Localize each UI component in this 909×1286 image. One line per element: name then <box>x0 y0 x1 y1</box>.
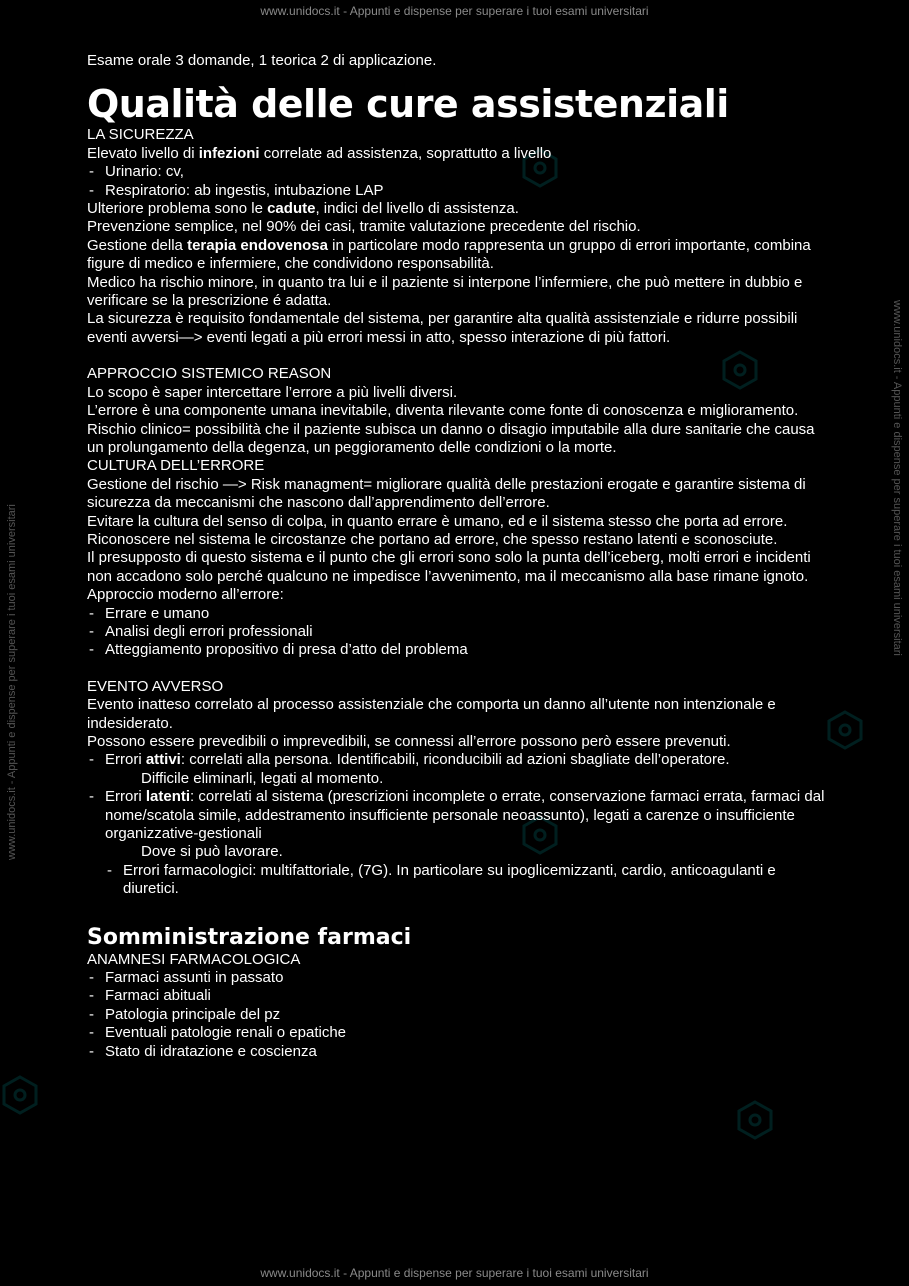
paragraph: Evento inatteso correlato al processo assistenziale che comporta un danno all’utente non intenzionale e indesiderato. <box>87 696 776 732</box>
paragraph: Approccio moderno all’errore: <box>87 586 284 604</box>
section-heading-sicurezza: LA SICUREZZA <box>87 126 194 144</box>
list-item: - Farmaci abituali <box>87 987 832 1005</box>
list-item: - Errare e umano <box>87 605 832 623</box>
list-item: - Eventuali patologie renali o epatiche <box>87 1024 832 1042</box>
paragraph: L’errore è una componente umana inevitabile, diventa rilevante come fonte di conoscenza e miglioramento. <box>87 402 799 420</box>
list-item: - Errori farmacologici: multifattoriale, (7G). In particolare su ipoglicemizzanti, cardio, anticoagulanti e diuretici. <box>87 862 832 899</box>
unidocs-logo-icon <box>0 1075 40 1115</box>
paragraph-prevenzione: Prevenzione semplice, nel 90% dei casi, tramite valutazione precedente del rischio. <box>87 218 641 236</box>
section-heading-evento: EVENTO AVVERSO <box>87 677 224 695</box>
paragraph-terapia: Gestione della terapia endovenosa in particolare modo rappresenta un gruppo di errori importante, combina figure di medico e infermiere, che condividono responsabilità. <box>87 236 811 273</box>
watermark-top: www.unidocs.it - Appunti e dispense per superare i tuoi esami universitari <box>260 4 649 18</box>
paragraph-infezioni: Elevato livello di infezioni correlate ad assistenza, soprattutto a livello <box>87 144 552 162</box>
unidocs-logo-icon <box>735 1100 775 1140</box>
section-heading-cultura: CULTURA DELL’ERRORE <box>87 457 265 475</box>
list-item: - Atteggiamento propositivo di presa d’atto del problema <box>87 641 832 659</box>
list-item: - Urinario: cv, <box>87 163 832 181</box>
paragraph: Rischio clinico= possibilità che il paziente subisca un danno o disagio imputabile alla dure sanitarie che causa un prolungamento della degenza, un peggioramento delle condizioni o la morte. <box>87 420 815 456</box>
anamnesi-list <box>87 969 832 1061</box>
section-title-somministrazione: Somministrazione farmaci <box>87 924 412 950</box>
watermark-side-left: www.unidocs.it - Appunti e dispense per superare i tuoi esami universitari <box>6 504 18 860</box>
list-item-attivi: - Errori attivi: correlati alla persona. Identificabili, riconducibili ad azioni sbagliate dell’operatore. Difficile eliminarli, legati al momento. <box>87 751 832 788</box>
watermark-bottom: www.unidocs.it - Appunti e dispense per superare i tuoi esami universitari <box>260 1266 649 1280</box>
infezioni-list <box>87 163 832 200</box>
watermark-side-right: www.unidocs.it - Appunti e dispense per superare i tuoi esami universitari <box>891 300 903 656</box>
exam-intro: Esame orale 3 domande, 1 teorica 2 di applicazione. <box>87 52 437 69</box>
sub-note: Difficile eliminarli, legati al momento. <box>141 769 384 787</box>
list-item: - Farmaci assunti in passato <box>87 969 832 987</box>
paragraph: Il presupposto di questo sistema e il punto che gli errori sono solo la punta dell’iceberg, molti errori e incidenti non accadono solo perché qualcuno ne impedisce l’avvenimento, ma il meccanismo alla base rimane ignoto. <box>87 549 811 585</box>
paragraph-medico: Medico ha rischio minore, in quanto tra lui e il paziente si interpone l’infermiere, che può mettere in dubbio e verificare se la prescrizione é adatta. <box>87 273 803 310</box>
errori-list <box>87 751 832 861</box>
paragraph-requisito: La sicurezza è requisito fondamentale del sistema, per garantire alta qualità assistenziale e ridurre possibili eventi avversi—> eventi legati a più errori messi in atto, spesso interazione di più fattori. <box>87 310 798 346</box>
paragraph: Possono essere prevedibili o imprevedibili, se connessi all’errore possono però essere prevenuti. <box>87 733 731 750</box>
sub-note: Dove si può lavorare. <box>141 843 283 861</box>
list-item-latenti: - Errori latenti: correlati al sistema (prescrizioni incomplete o errate, conservazione farmaci errata, farmaci dal nome/scatola simile, addestramento insufficiente personale neoassunto), legati a carenze o insufficiente organizzative-gestionali Dove si può lavorare. <box>87 788 832 862</box>
paragraph: Riconoscere nel sistema le circostanze che portano ad errore, che spesso restano latenti e sconosciute. <box>87 530 778 548</box>
paragraph: Lo scopo è saper intercettare l’errore a più livelli diversi. <box>87 383 458 401</box>
paragraph-cadute: Ulteriore problema sono le cadute, indici del livello di assistenza. <box>87 200 519 218</box>
section-heading-anamnesi: ANAMNESI FARMACOLOGICA <box>87 950 301 968</box>
farmacologici-list <box>87 862 832 899</box>
list-item: - Stato di idratazione e coscienza <box>87 1043 832 1061</box>
approccio-list <box>87 605 832 660</box>
paragraph: Gestione del rischio —> Risk managment= migliorare qualità delle prestazioni erogate e garantire sistema di sicurezza da meccanismi che nascono dall’apprendimento dell’errore. <box>87 475 806 512</box>
section-heading-reason: APPROCCIO SISTEMICO REASON <box>87 365 332 383</box>
list-item: - Patologia principale del pz <box>87 1006 832 1024</box>
document-page <box>87 52 832 1061</box>
list-item: - Respiratorio: ab ingestis, intubazione LAP <box>87 182 832 200</box>
list-item: - Analisi degli errori professionali <box>87 623 832 641</box>
page-title: Qualità delle cure assistenziali <box>87 82 729 127</box>
paragraph: Evitare la cultura del senso di colpa, in quanto errare è umano, ed e il sistema stesso che porta ad errore. <box>87 512 788 530</box>
